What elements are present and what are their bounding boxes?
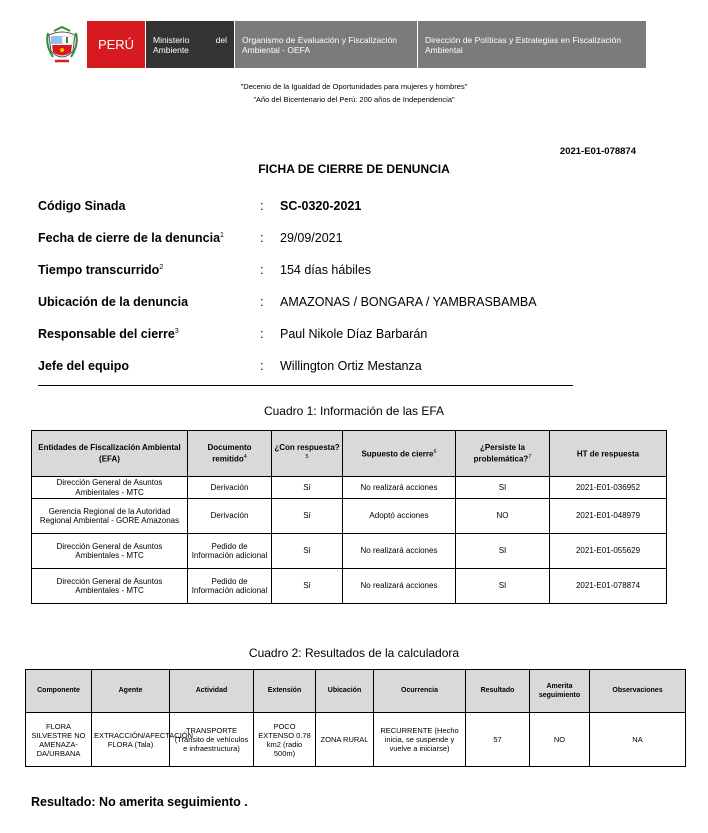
field-value: AMAZONAS / BONGARA / YAMBRASBAMBA bbox=[280, 295, 537, 309]
table-cell: No realizará acciones bbox=[343, 477, 456, 499]
field-value: SC-0320-2021 bbox=[280, 199, 362, 213]
table-cell: No realizará acciones bbox=[343, 569, 456, 604]
table-row bbox=[32, 477, 667, 499]
column-header: Agente bbox=[92, 670, 170, 713]
field-ubicacion: Ubicación de la denuncia : AMAZONAS / BONGARA / YAMBRASBAMBA bbox=[38, 286, 573, 318]
column-header: Documento remitido$^4$ bbox=[188, 431, 272, 477]
field-jefe-equipo: Jefe del equipo : Willington Ortiz Mestanza bbox=[38, 350, 573, 382]
table-header-row bbox=[26, 670, 686, 713]
field-responsable: Responsable del cierre$^3$ : Paul Nikole Díaz Barbarán bbox=[38, 318, 573, 350]
table-cell: Sí bbox=[272, 499, 343, 534]
table-cell: TRANSPORTE (Tránsito de vehículos e infraestructura) bbox=[170, 713, 254, 767]
denuncia-fields bbox=[38, 190, 573, 382]
column-header: Componente bbox=[26, 670, 92, 713]
page-title: FICHA DE CIERRE DE DENUNCIA bbox=[258, 162, 450, 176]
field-tiempo-transcurrido: Tiempo transcurrido$^2$ : 154 días hábiles bbox=[38, 254, 573, 286]
direction-label: Dirección de Políticas y Estrategias en Fiscalización Ambiental bbox=[418, 21, 646, 68]
table-cell: Dirección General de Asuntos Ambientales - MTC bbox=[32, 569, 188, 604]
table-cell: No realizará acciones bbox=[343, 534, 456, 569]
table-header-row bbox=[32, 431, 667, 477]
column-header: ¿Con respuesta?$^5$ bbox=[272, 431, 343, 477]
efa-table bbox=[31, 430, 667, 604]
peru-label: PERÚ bbox=[87, 21, 145, 68]
field-value: 154 días hábiles bbox=[280, 263, 372, 277]
divider bbox=[38, 385, 573, 386]
table-cell: 2021-E01-036952 bbox=[550, 477, 667, 499]
table-cell: Dirección General de Asuntos Ambientales - MTC bbox=[32, 477, 188, 499]
column-header: Amerita seguimiento bbox=[530, 670, 590, 713]
calculator-table bbox=[25, 669, 686, 767]
decenio-line-1: "Decenio de la Igualdad de Oportunidades para mujeres y hombres" bbox=[240, 82, 468, 91]
column-header: Resultado bbox=[466, 670, 530, 713]
table-row bbox=[32, 499, 667, 534]
ministry-label: Ministerio del Ambiente bbox=[146, 21, 234, 68]
table-cell: RECURRENTE (Hecho inicia, se suspende y vuelve a iniciarse) bbox=[374, 713, 466, 767]
column-header: Ubicación bbox=[316, 670, 374, 713]
table-row bbox=[32, 534, 667, 569]
column-header: Observaciones bbox=[590, 670, 686, 713]
decenio-text bbox=[0, 80, 708, 106]
table-cell: Dirección General de Asuntos Ambientales - MTC bbox=[32, 534, 188, 569]
result-summary: Resultado: No amerita seguimiento . bbox=[31, 795, 248, 809]
table-cell: FLORA SILVESTRE NO AMENAZA-DA/URBANA bbox=[26, 713, 92, 767]
table-cell: Sí bbox=[272, 569, 343, 604]
table-cell: SI bbox=[456, 477, 550, 499]
decenio-line-2: "Año del Bicentenario del Perú: 200 años de Independencia" bbox=[253, 95, 455, 104]
table-cell: NA bbox=[590, 713, 686, 767]
table-cell: Pedido de Información adicional bbox=[188, 534, 272, 569]
table-cell: 57 bbox=[466, 713, 530, 767]
field-value: Willington Ortiz Mestanza bbox=[280, 359, 422, 373]
column-header: HT de respuesta bbox=[550, 431, 667, 477]
cuadro2-caption: Cuadro 2: Resultados de la calculadora bbox=[248, 646, 460, 660]
field-codigo-sinada: Código Sinada : SC-0320-2021 bbox=[38, 190, 573, 222]
table-cell: 2021-E01-055629 bbox=[550, 534, 667, 569]
field-value: Paul Nikole Díaz Barbarán bbox=[280, 327, 428, 341]
peru-coat-of-arms-icon bbox=[38, 21, 86, 68]
oefa-label: Organismo de Evaluación y Fiscalización Ambiental - OEFA bbox=[235, 21, 417, 68]
column-header: Ocurrencia bbox=[374, 670, 466, 713]
table-row bbox=[32, 569, 667, 604]
table-cell: SI bbox=[456, 534, 550, 569]
column-header: Actividad bbox=[170, 670, 254, 713]
document-code: 2021-E01-078874 bbox=[559, 146, 636, 157]
table-cell: Sí bbox=[272, 477, 343, 499]
table-cell: SI bbox=[456, 569, 550, 604]
table-cell: 2021-E01-048979 bbox=[550, 499, 667, 534]
table-cell: Adoptó acciones bbox=[343, 499, 456, 534]
table-cell: Sí bbox=[272, 534, 343, 569]
cuadro1-caption: Cuadro 1: Información de las EFA bbox=[263, 404, 445, 418]
column-header: Entidades de Fiscalización Ambiental (EFA) bbox=[32, 431, 188, 477]
table-cell: Derivación bbox=[188, 499, 272, 534]
table-cell: EXTRACCIÓN/AFECTACIÓN FLORA (Tala) bbox=[92, 713, 170, 767]
table-row bbox=[26, 713, 686, 767]
column-header: Extensión bbox=[254, 670, 316, 713]
column-header: ¿Persiste la problemática?$^7$ bbox=[456, 431, 550, 477]
column-header: Supuesto de cierre$^6$ bbox=[343, 431, 456, 477]
field-value: 29/09/2021 bbox=[280, 231, 343, 245]
table-cell: NO bbox=[530, 713, 590, 767]
table-cell: ZONA RURAL bbox=[316, 713, 374, 767]
table-cell: Derivación bbox=[188, 477, 272, 499]
field-fecha-cierre: Fecha de cierre de la denuncia$^1$ : 29/09/2021 bbox=[38, 222, 573, 254]
header-banner bbox=[38, 21, 646, 68]
table-cell: 2021-E01-078874 bbox=[550, 569, 667, 604]
table-cell: Pedido de Información adicional bbox=[188, 569, 272, 604]
table-cell: NO bbox=[456, 499, 550, 534]
table-cell: Gerencia Regional de la Autoridad Regional Ambiental - GORE Amazonas bbox=[32, 499, 188, 534]
table-cell: POCO EXTENSO 0.78 km2 (radio 500m) bbox=[254, 713, 316, 767]
